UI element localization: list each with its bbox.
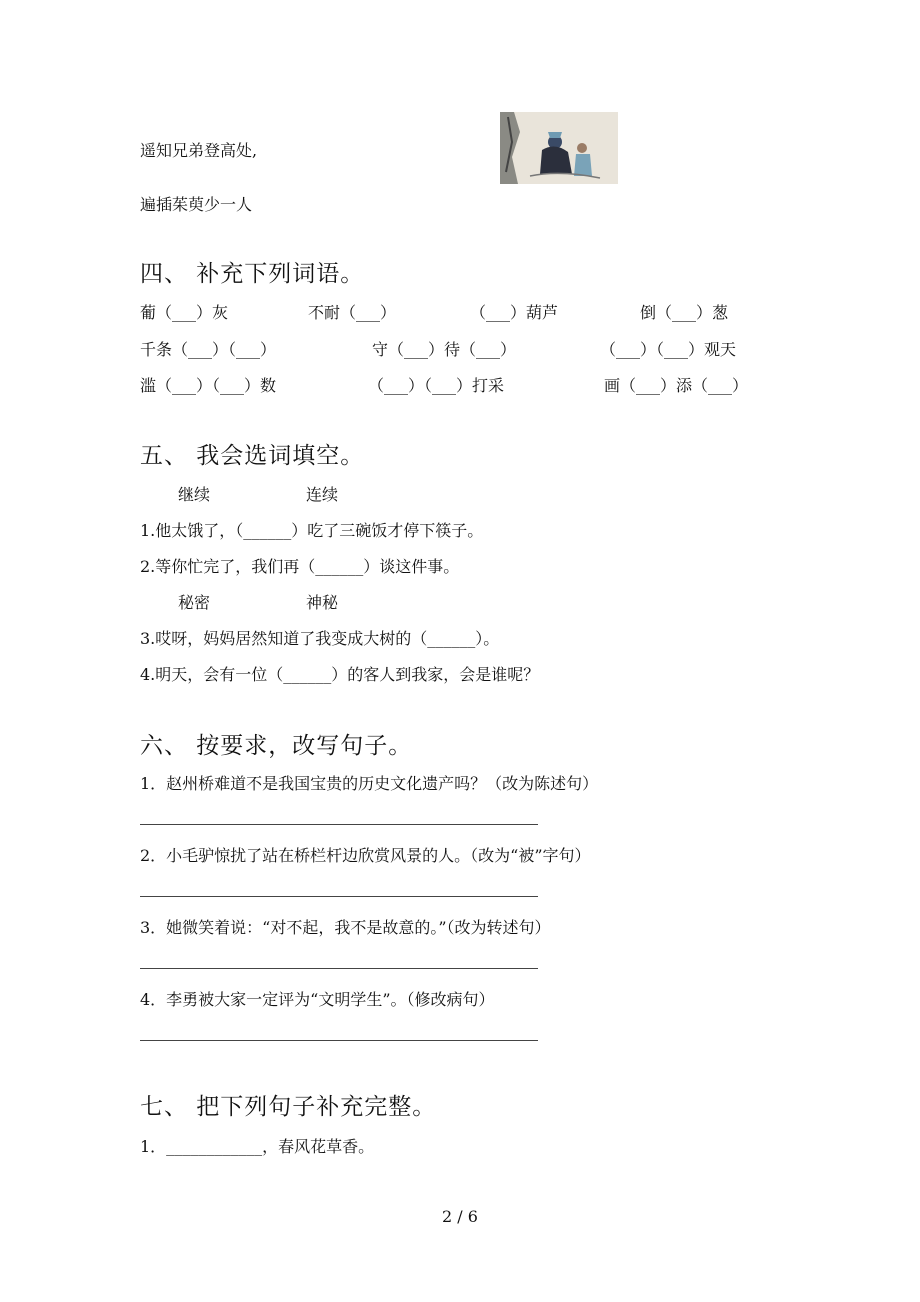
question-item: 3．她微笑着说：“对不起，我不是故意的。”（改为转述句） [140,918,551,937]
word-choice: 连续 [306,485,339,504]
fill-blank-item: 画（___）添（___） [604,376,749,395]
fill-blank-item: 葡（___）灰 [140,303,229,322]
fill-blank-item: 守（___）待（___） [372,340,517,359]
poem-illustration [500,112,618,184]
question-item: 2.等你忙完了，我们再（______）谈这件事。 [140,557,460,576]
page-number: 2 / 6 [442,1207,478,1226]
section-5-heading: 五、 我会选词填空。 [140,443,365,469]
fill-blank-item: 倒（___）葱 [640,303,729,322]
ink-painting-icon [500,112,618,184]
question-item: 3.哎呀，妈妈居然知道了我变成大树的（______）。 [140,629,500,648]
fill-blank-item: （___）（___）打采 [368,376,505,395]
fill-blank-item: 滥（___）（___）数 [140,376,277,395]
fill-blank-item: （___）（___）观天 [600,340,737,359]
poem-line-3: 遥知兄弟登高处, [140,141,258,160]
fill-blank-item: （___）葫芦 [470,303,559,322]
answer-line [140,1040,538,1041]
question-item: 1.他太饿了，（______）吃了三碗饭才停下筷子。 [140,521,484,540]
section-7-heading: 七、 把下列句子补充完整。 [140,1094,437,1120]
question-item: 2．小毛驴惊扰了站在桥栏杆边欣赏风景的人。（改为“被”字句） [140,846,591,865]
section-6-heading: 六、 按要求，改写句子。 [140,733,413,759]
answer-line [140,968,538,969]
section-4-heading: 四、 补充下列词语。 [140,261,365,287]
word-choice: 秘密 [178,593,211,612]
answer-line [140,896,538,897]
word-choice: 继续 [178,485,211,504]
question-item: 1．____________，春风花草香。 [140,1137,375,1156]
poem-line-4: 遍插茱萸少一人 [140,195,253,214]
fill-blank-item: 不耐（___） [308,303,397,322]
question-item: 1．赵州桥难道不是我国宝贵的历史文化遗产吗？（改为陈述句） [140,774,599,793]
fill-blank-item: 千条（___）（___） [140,340,277,359]
question-item: 4．李勇被大家一定评为“文明学生”。（修改病句） [140,990,495,1009]
question-item: 4.明天，会有一位（______）的客人到我家，会是谁呢？ [140,665,540,684]
answer-line [140,824,538,825]
word-choice: 神秘 [306,593,339,612]
